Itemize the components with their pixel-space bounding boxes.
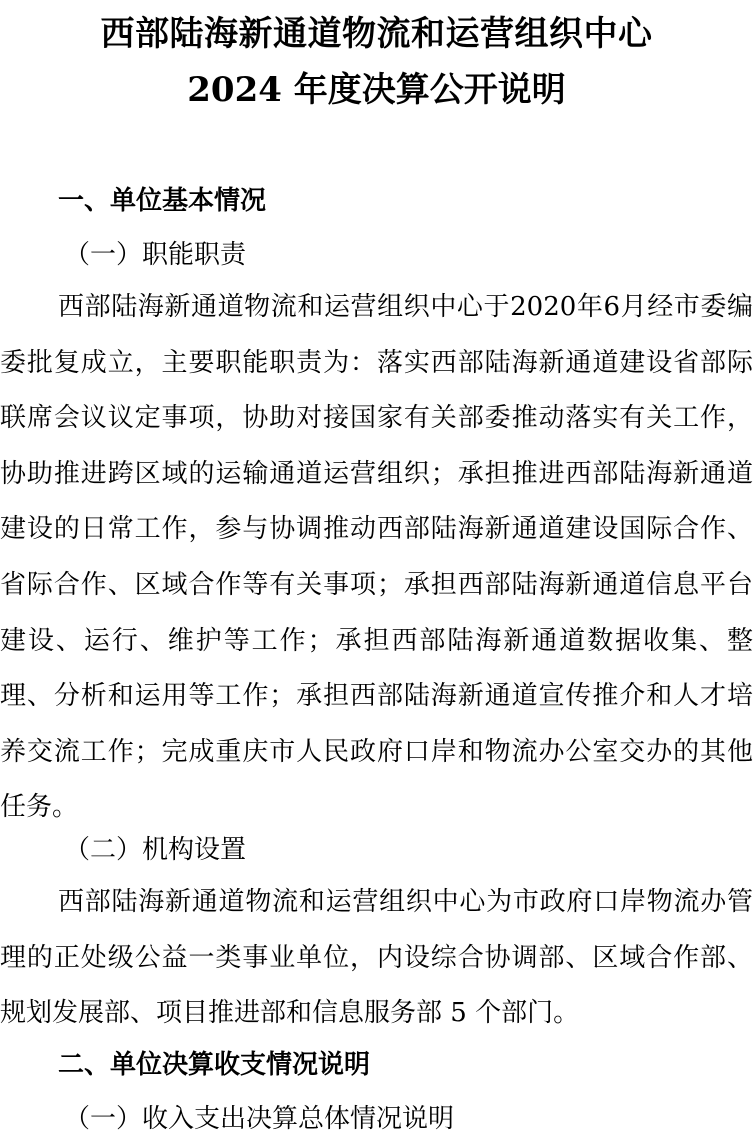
section-heading-basic-info: 一、单位基本情况 [58, 186, 267, 216]
document-title-line1: 西部陆海新通道物流和运营组织中心 [100, 14, 653, 54]
subsection-heading-duties: （一）职能职责 [64, 240, 247, 270]
document-title-line2: 2024 年度决算公开说明 [187, 70, 566, 110]
section-heading-budget-summary: 二、单位决算收支情况说明 [58, 1050, 371, 1080]
paragraph-duties: 西部陆海新通道物流和运营组织中心于2020年6月经市委编委批复成立，主要职能职责为：落实西部陆海新通道建设省部际联席会议议定事项，协助对接国家有关部委推动落实有关工作，协助推进跨区域的运输通道运营组织；承担推进西部陆海新通道建设的日常工作，参与协调推动西部陆海新通道建设国际合作、省际合作、区域合作等有关事项；承担西部陆海新通道信息平台建设、运行、维护等工作；承担西部陆海新通道数据收集、整理、分析和运用等工作；承担西部陆海新通道宣传推介和人才培养交流工作；完成重庆市人民政府口岸和物流办公室交办的其他任务。 [0, 292, 753, 823]
paragraph-organization: 西部陆海新通道物流和运营组织中心为市政府口岸物流办管理的正处级公益一类事业单位，内设综合协调部、区域合作部、规划发展部、项目推进部和信息服务部 5 个部门。 [0, 887, 753, 1029]
subsection-heading-organization: （二）机构设置 [64, 835, 247, 865]
subsection-heading-income-expense: （一）收入支出决算总体情况说明 [64, 1104, 455, 1134]
